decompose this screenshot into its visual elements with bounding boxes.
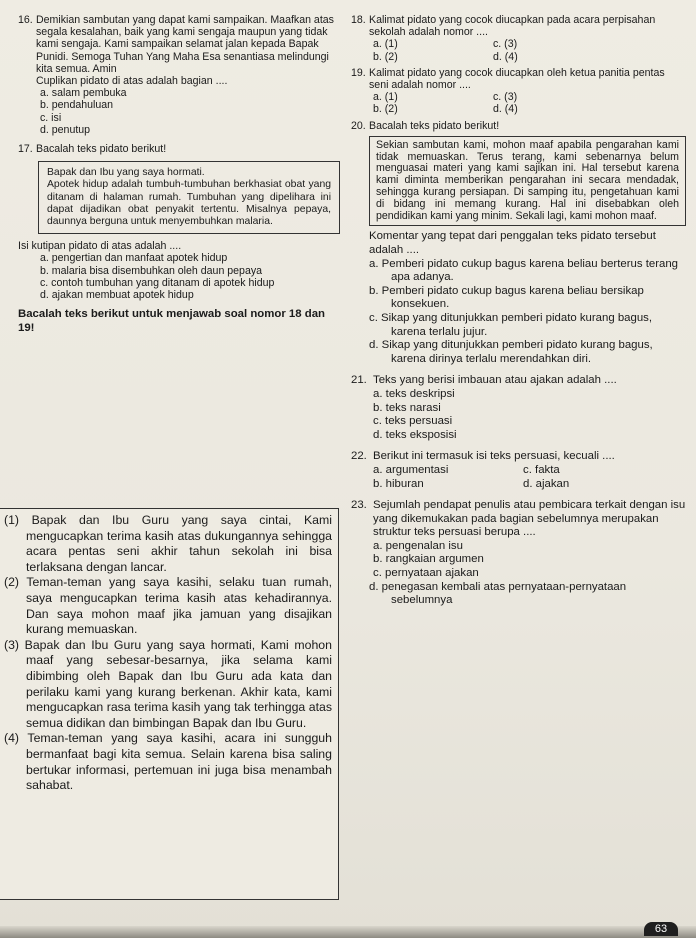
question-19-text: Kalimat pidato yang cocok diucapkan oleh ketua panitia pentas seni adalah nomor .... — [369, 66, 665, 92]
option-b[interactable]: b. pendahuluan — [40, 99, 114, 112]
option-c[interactable]: c. contoh tumbuhan yang ditanam di apotek hidup — [40, 276, 275, 289]
option-b[interactable]: b. (2) — [373, 103, 398, 116]
question-18-options-row1 — [351, 38, 686, 50]
question-18 — [351, 14, 686, 38]
question-number: 22. — [351, 450, 367, 463]
option-b[interactable]: b. malaria bisa disembuhkan oleh daun pepaya — [40, 264, 263, 277]
question-number: 21. — [351, 374, 367, 387]
question-23 — [351, 499, 686, 540]
question-16-text: Demikian sambutan yang dapat kami sampaikan. Maafkan atas segala kesalahan, baik yang kami sengaja maupun yang tidak kami sengaja. Kami sampaikan selamat jalan kepada Bapak Punidi. Semoga Tuhan Yang Maha Esa senantiasa melindungi kita semua. Amin — [36, 14, 334, 75]
question-21-text: Teks yang berisi imbauan atau ajakan adalah .... — [373, 374, 617, 387]
option-b[interactable]: b. rangkaian argumen — [373, 553, 484, 566]
question-20 — [351, 120, 686, 132]
question-23-text: Sejumlah pendapat penulis atau pembicara terkait dengan isu yang dikemukakan pada bagian sebelumnya merupakan struktur teks persuasi berupa .... — [373, 499, 686, 539]
option-b[interactable]: b. Pemberi pidato cukup bagus karena beliau bersikap konsekuen. — [369, 284, 644, 311]
option-c[interactable]: c. teks persuasi — [373, 415, 453, 428]
question-19-options-row2 — [351, 103, 686, 115]
question-20-prompt: Komentar yang tepat dari penggalan teks pidato tersebut adalah .... — [369, 230, 656, 256]
speech-sentences-box — [0, 508, 339, 900]
option-c[interactable]: c. (3) — [493, 38, 518, 51]
option-c[interactable]: c. (3) — [493, 91, 518, 104]
option-a[interactable]: a. (1) — [373, 91, 398, 104]
closing-excerpt: Sekian sambutan kami, mohon maaf apabila pengarahan kami tidak memuaskan. Terus terang, kami sebenarnya belum menguasai materi yang kami sajikan ini. Hal tersebut karena kami diminta memberikan pengarahan ini secara mendadak, sehingga kurang persiapan. Di samping itu, pengetahuan kami di bidang ini memang kurang. Hal ini disebabkan oleh pendidikan kami yang minim. Sekali lagi, kami mohon maaf. — [376, 138, 679, 222]
option-c[interactable]: c. Sikap yang ditunjukkan pemberi pidato kurang bagus, karena terlalu jujur. — [369, 311, 653, 338]
sentence-3: (3) Bapak dan Ibu Guru yang saya hormati, Kami mohon maaf yang sebesar-besarnya, jika selama kami dibimbing oleh Bapak dan Ibu Guru ada kata dan perilaku kami yang kurang berkenan. Akhir kata, kami mengucapkan rasa terima kasih yang tak terhingga atas semua didikan dan bimbingan Bapak dan Ibu Guru. — [4, 637, 332, 730]
question-16-options — [18, 87, 340, 136]
question-21 — [351, 374, 686, 388]
page-bottom-edge — [0, 926, 696, 938]
left-column — [18, 14, 340, 335]
question-17-options — [18, 252, 340, 301]
question-17-prompt: Isi kutipan pidato di atas adalah .... — [18, 240, 182, 253]
option-c[interactable]: c. isi — [40, 111, 62, 124]
question-17-text: Bacalah teks pidato berikut! — [36, 143, 167, 156]
excerpt-greeting: Bapak dan Ibu yang saya hormati. — [47, 167, 205, 179]
option-d[interactable]: d. (4) — [493, 103, 518, 116]
question-18-text: Kalimat pidato yang cocok diucapkan pada acara perpisahan sekolah adalah nomor .... — [369, 14, 656, 39]
speech-closing-box — [369, 136, 686, 227]
option-a[interactable]: a. teks deskripsi — [373, 387, 455, 400]
question-16-prompt: Cuplikan pidato di atas adalah bagian .... — [36, 75, 228, 88]
option-d[interactable]: d. teks eksposisi — [373, 428, 457, 441]
option-d[interactable]: d. Sikap yang ditunjukkan pemberi pidato kurang bagus, karena dirinya terlalu merendahkan diri. — [369, 339, 653, 365]
option-d[interactable]: d. ajakan — [523, 477, 570, 490]
question-number: 19. — [351, 66, 366, 79]
sentence-2: (2) Teman-teman yang saya kasihi, selaku tuan rumah, saya mengucapkan terima kasih atas kehadirannya. Dan saya mohon maaf jika jamuan yang disajikan kurang memuaskan. — [4, 575, 332, 637]
question-number: 17. — [18, 143, 33, 156]
speech-excerpt-box — [38, 161, 340, 234]
option-b[interactable]: b. teks narasi — [373, 401, 441, 414]
option-d[interactable]: d. penegasan kembali atas pernyataan-pernyataan sebelumnya — [369, 580, 627, 607]
question-18-options-row2 — [351, 51, 686, 63]
option-d[interactable]: d. ajakan membuat apotek hidup — [40, 289, 194, 302]
page-number: 63 — [644, 922, 678, 936]
option-a[interactable]: a. salam pembuka — [40, 87, 127, 100]
option-d[interactable]: d. penutup — [40, 123, 91, 136]
option-a[interactable]: a. (1) — [373, 38, 398, 51]
right-column — [351, 14, 686, 608]
question-22 — [351, 450, 686, 464]
question-22-options-row1 — [351, 464, 686, 478]
question-16 — [18, 14, 340, 87]
option-b[interactable]: b. (2) — [373, 50, 398, 63]
question-number: 23. — [351, 499, 367, 512]
option-a[interactable]: a. Pemberi pidato cukup bagus karena beliau berterus terang apa adanya. — [369, 257, 679, 284]
option-a[interactable]: a. pengenalan isu — [373, 539, 463, 552]
option-a[interactable]: a. argumentasi — [373, 463, 449, 476]
question-20-text: Bacalah teks pidato berikut! — [369, 119, 500, 132]
excerpt-body: Apotek hidup adalah tumbuh-tumbuhan berkhasiat obat yang ditanam di halaman rumah. Tumbuhan yang dipelihara ini dapat dijadikan obat penyakit tertentu. Misalnya pepaya, daunnya berguna untuk menyembuhkan malaria. — [47, 179, 331, 228]
option-a[interactable]: a. pengertian dan manfaat apotek hidup — [40, 252, 228, 265]
option-d[interactable]: d. (4) — [493, 50, 518, 63]
question-number: 20. — [351, 119, 366, 132]
sentence-4: (4) Teman-teman yang saya kasihi, acara ini sungguh bermanfaat bagi kita semua. Selain karena bisa saling bertukar informasi, pertemuan ini juga bisa menambah sahabat. — [4, 731, 332, 793]
question-22-options-row2 — [351, 478, 686, 492]
option-b[interactable]: b. hiburan — [373, 477, 424, 490]
question-19-options-row1 — [351, 91, 686, 103]
question-22-text: Berikut ini termasuk isi teks persuasi, kecuali .... — [373, 450, 615, 463]
option-c[interactable]: c. fakta — [523, 463, 560, 476]
instruction-heading: Bacalah teks berikut untuk menjawab soal nomor 18 dan 19! — [18, 308, 326, 335]
sentence-1: (1) Bapak dan Ibu Guru yang saya cintai, Kami mengucapkan terima kasih atas dukungannya sehingga acara pentas seni akhir tahun sekolah ini bisa terlaksana dengan lancar. — [4, 513, 332, 574]
question-number: 16. — [18, 14, 33, 26]
question-17 — [18, 143, 340, 155]
question-19 — [351, 67, 686, 91]
question-number: 18. — [351, 14, 366, 26]
option-c[interactable]: c. pernyataan ajakan — [373, 567, 479, 580]
